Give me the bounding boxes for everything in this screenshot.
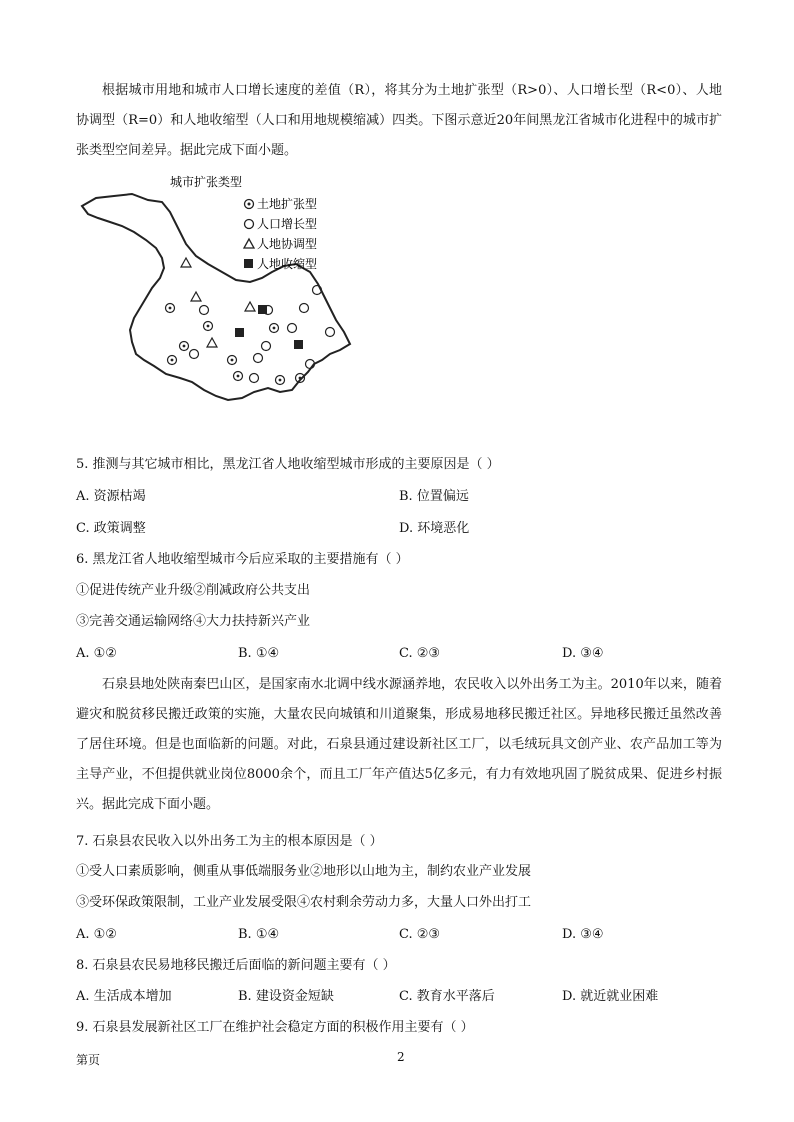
question-6-option-c[interactable]: C. ②③ xyxy=(399,646,441,661)
intro-paragraph-1: 根据城市用地和城市人口增长速度的差值（R），将其分为土地扩张型（R>0）、人口增长型（R<0）、人地协调型（R=0）和人地收缩型（人口和用地规模缩减）四类。下图示意近20年间黑龙江省城市化进程中的城市扩张类型空间差异。据此完成下面小题。 xyxy=(76,83,722,158)
legend-title: 城市扩张类型 xyxy=(170,175,243,189)
question-8-option-c[interactable]: C. 教育水平落后 xyxy=(399,989,495,1004)
question-9-stem: 9. 石泉县发展新社区工厂在维护社会稳定方面的积极作用主要有（ ） xyxy=(76,1020,474,1035)
question-7-stem: 7. 石泉县农民收入以外出务工为主的根本原因是（ ） xyxy=(76,834,383,849)
question-6-option-d[interactable]: D. ③④ xyxy=(562,646,604,661)
question-7-option-d[interactable]: D. ③④ xyxy=(562,927,604,942)
question-7-statements-1: ①受人口素质影响，侧重从事低端服务业②地形以山地为主，制约农业产业发展 xyxy=(76,864,532,879)
question-8-stem: 8. 石泉县农民易地移民搬迁后面临的新问题主要有（ ） xyxy=(76,958,396,973)
city-marker-growth xyxy=(262,342,271,351)
legend-item-population-growth xyxy=(245,216,318,231)
question-7-option-b[interactable]: B. ①④ xyxy=(238,927,280,942)
city-marker-coordinated xyxy=(181,258,191,267)
intro-paragraph-2: 石泉县地处陕南秦巴山区，是国家南水北调中线水源涵养地，农民收入以外出务工为主。2010年以来，随着避灾和脱贫移民搬迁政策的实施，大量农民向城镇和川道聚集，形成易地移民搬迁社区。异地移民搬迁虽然改善了居住环境。但是也面临新的问题。对此，石泉县通过建设新社区工厂，以毛绒玩具文创产业、农产品加工等为主导产业，不但提供就业岗位8000余个，而且工厂年产值达5亿多元，有力有效地巩固了脱贫成果、促进乡村振兴。据此完成下面小题。 xyxy=(76,677,722,812)
city-marker-growth xyxy=(250,374,259,383)
city-marker-growth xyxy=(300,304,309,313)
svg-text:土地扩张型: 土地扩张型 xyxy=(257,197,318,211)
question-5-option-d[interactable]: D. 环境恶化 xyxy=(399,521,470,536)
city-marker-shrinking xyxy=(235,328,244,337)
city-marker-growth xyxy=(326,328,335,337)
svg-text:人口增长型: 人口增长型 xyxy=(257,217,318,231)
city-marker-growth xyxy=(200,306,209,315)
footer-page-number: 2 xyxy=(397,1050,405,1064)
heilongjiang-map-figure xyxy=(74,168,374,408)
city-marker-growth xyxy=(288,324,297,333)
svg-text:人地收缩型: 人地收缩型 xyxy=(257,257,318,271)
city-marker-shrinking xyxy=(294,340,303,349)
question-6-statements-1: ①促进传统产业升级②削减政府公共支出 xyxy=(76,583,311,598)
question-8-option-a[interactable]: A. 生活成本增加 xyxy=(76,989,172,1004)
svg-text:人地协调型: 人地协调型 xyxy=(257,237,318,251)
city-marker-coordinated xyxy=(191,292,201,301)
question-5-stem: 5. 推测与其它城市相比，黑龙江省人地收缩型城市形成的主要原因是（ ） xyxy=(76,457,500,472)
city-marker-growth xyxy=(254,354,263,363)
question-7-statements-2: ③受环保政策限制，工业产业发展受限④农村剩余劳动力多，大量人口外出打工 xyxy=(76,895,532,910)
footer-page-label: 第页 xyxy=(76,1053,101,1067)
legend-item-shrinking xyxy=(244,256,317,271)
question-5-option-a[interactable]: A. 资源枯竭 xyxy=(76,489,146,504)
city-marker-coordinated xyxy=(245,302,255,311)
question-6-statements-2: ③完善交通运输网络④大力扶持新兴产业 xyxy=(76,614,311,629)
question-6-option-b[interactable]: B. ①④ xyxy=(238,646,280,661)
city-marker-coordinated xyxy=(207,338,217,347)
question-7-option-a[interactable]: A. ①② xyxy=(76,927,117,942)
question-8-option-d[interactable]: D. 就近就业困难 xyxy=(562,989,659,1004)
legend-item-coordinated xyxy=(244,236,317,251)
city-marker-shrinking xyxy=(258,305,267,314)
legend-item-land-expansion xyxy=(245,196,318,211)
question-8-option-b[interactable]: B. 建设资金短缺 xyxy=(238,989,334,1004)
question-5-option-c[interactable]: C. 政策调整 xyxy=(76,521,146,536)
city-markers xyxy=(166,258,335,385)
city-marker-growth xyxy=(190,350,199,359)
question-6-option-a[interactable]: A. ①② xyxy=(76,646,117,661)
question-5-option-b[interactable]: B. 位置偏远 xyxy=(399,489,469,504)
question-7-option-c[interactable]: C. ②③ xyxy=(399,927,441,942)
question-6-stem: 6. 黑龙江省人地收缩型城市今后应采取的主要措施有（ ） xyxy=(76,552,409,567)
